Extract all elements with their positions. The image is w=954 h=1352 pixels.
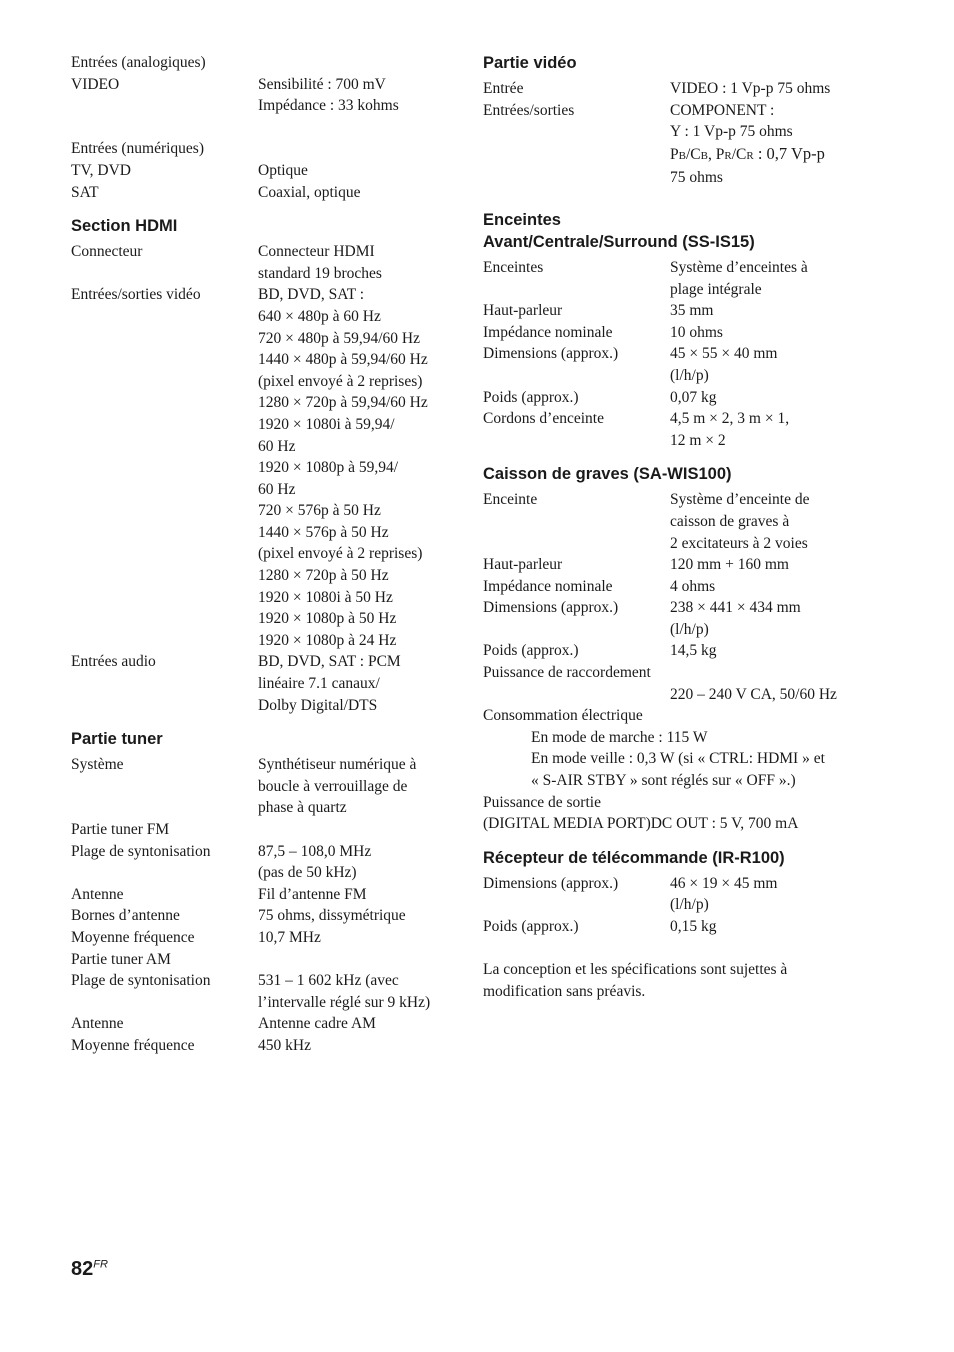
- spec-value: Coaxial, optique: [258, 183, 361, 201]
- spec-value-line: 1440 × 576p à 50 Hz: [258, 523, 389, 541]
- output-power-label: Puissance de sortie: [483, 793, 601, 811]
- spec-key: Moyenne fréquence: [71, 1036, 195, 1054]
- spec-row-sub-impedance: [483, 576, 873, 598]
- spec-value: 4 ohms: [670, 577, 716, 595]
- spec-value-line: 640 × 480p à 60 Hz: [258, 307, 381, 325]
- spec-row-tv-dvd: [71, 160, 456, 182]
- spec-value-line: Dolby Digital/DTS: [258, 696, 378, 714]
- spec-value: 10,7 MHz: [258, 928, 321, 946]
- spacer: [71, 117, 456, 139]
- spec-key: Système: [71, 756, 124, 774]
- power-standby-mode-2: « S-AIR STBY » sont réglés sur « OFF ».): [531, 772, 796, 790]
- spec-value: [258, 754, 456, 819]
- spec-value: 14,5 kg: [670, 642, 717, 660]
- spec-key: Enceinte: [483, 491, 538, 509]
- spec-value-line: (pixel envoyé à 2 reprises): [258, 372, 423, 390]
- spec-value: [670, 489, 873, 554]
- spec-value: [670, 343, 873, 386]
- spec-key: Cordons d’enceinte: [483, 410, 604, 428]
- spec-key: Haut-parleur: [483, 556, 563, 574]
- spec-value-line: 1280 × 720p à 59,94/60 Hz: [258, 394, 428, 412]
- spec-value: 120 mm + 160 mm: [670, 556, 789, 574]
- spec-key: VIDEO: [71, 75, 120, 93]
- fm-tuner-label: Partie tuner FM: [71, 821, 170, 838]
- spec-row-sub-speaker: [483, 489, 873, 554]
- spec-value-line: 60 Hz: [258, 480, 296, 498]
- spec-row-audio-in: [71, 651, 456, 716]
- section-heading-block: [483, 463, 873, 485]
- spec-key: Impédance nominale: [483, 323, 613, 341]
- section-heading-speakers-2: Avant/Centrale/Surround (SS-IS15): [483, 232, 755, 251]
- spec-key: Connecteur: [71, 243, 143, 261]
- spec-row-sub-dimensions: [483, 597, 873, 640]
- spec-value-line: standard 19 broches: [258, 264, 382, 282]
- spec-value-line: Impédance : 33 kohms: [258, 97, 399, 115]
- spec-value-line: 75 ohms: [670, 169, 723, 187]
- text-run: P: [670, 145, 679, 163]
- section-heading-tuner: Partie tuner: [71, 730, 163, 749]
- spec-value-line: 2 excitateurs à 2 voies: [670, 534, 808, 552]
- spec-value: [258, 241, 456, 284]
- spec-value: [670, 408, 873, 451]
- text-run: R: [724, 149, 732, 162]
- spec-key: SAT: [71, 183, 99, 201]
- spec-row-fm-antenna: [71, 884, 456, 906]
- spec-row-sub-driver: [483, 554, 873, 576]
- spec-value: VIDEO : 1 Vp-p 75 ohms: [670, 80, 831, 97]
- spec-value-line: l’intervalle réglé sur 9 kHz): [258, 993, 431, 1011]
- section-heading-block: [483, 209, 873, 253]
- spec-key: Antenne: [71, 1015, 124, 1033]
- spec-value-line-component: [670, 143, 873, 168]
- spec-value-line: Connecteur HDMI: [258, 243, 375, 261]
- spec-key: Moyenne fréquence: [71, 928, 195, 946]
- spec-value-line: 60 Hz: [258, 437, 296, 455]
- output-power-value: (DIGITAL MEDIA PORT)DC OUT : 5 V, 700 mA: [483, 815, 799, 833]
- power-requirements-value: 220 – 240 V CA, 50/60 Hz: [670, 685, 837, 703]
- spec-row-video: [71, 74, 456, 117]
- spec-row-system: [71, 754, 456, 819]
- page-language-code: FR: [93, 1258, 108, 1271]
- spec-key: Enceintes: [483, 258, 544, 276]
- spec-row-video-io: [71, 284, 456, 651]
- spec-row-fm-if: [71, 927, 456, 949]
- spec-value-line: BD, DVD, SAT : PCM: [258, 653, 401, 671]
- power-consumption-label: Consommation électrique: [483, 707, 643, 725]
- spec-key: Entrées audio: [71, 653, 156, 671]
- spec-row-ir-weight: [483, 916, 873, 938]
- spec-row-am-antenna: [71, 1013, 456, 1035]
- spec-value-line: (pas de 50 kHz): [258, 864, 357, 882]
- power-requirements-label: Puissance de raccordement: [483, 664, 651, 682]
- spec-value-line: 87,5 – 108,0 MHz: [258, 842, 372, 860]
- spec-row-am-if: [71, 1035, 456, 1057]
- spec-value: [670, 597, 873, 640]
- left-column: [71, 52, 456, 1057]
- spec-key: Entrées/sorties: [483, 101, 575, 119]
- spec-value: 75 ohms, dissymétrique: [258, 907, 406, 925]
- section-heading-block: [71, 215, 456, 237]
- spec-value-line: 1280 × 720p à 50 Hz: [258, 567, 389, 585]
- spec-value: [670, 873, 873, 916]
- disclaimer-line-1: La conception et les spécifications sont sujettes à: [483, 961, 788, 979]
- spec-value-line: (l/h/p): [670, 620, 709, 638]
- page-number-value: 82: [71, 1258, 94, 1280]
- spec-value: [670, 100, 873, 189]
- spec-value: 0,07 kg: [670, 388, 717, 406]
- spec-value-line: 1920 × 1080p à 24 Hz: [258, 631, 397, 649]
- spec-value: [670, 257, 873, 300]
- spec-value-line: (pixel envoyé à 2 reprises): [258, 545, 423, 563]
- spec-value-line: 12 m × 2: [670, 431, 726, 449]
- spec-value-line: 1920 × 1080p à 50 Hz: [258, 610, 397, 628]
- spec-value-line: 46 × 19 × 45 mm: [670, 874, 778, 892]
- spec-value-line: 1920 × 1080i à 59,94/: [258, 415, 395, 433]
- section-heading-speakers-1: Enceintes: [483, 210, 561, 229]
- spec-value-line: (l/h/p): [670, 366, 709, 384]
- spec-value: [258, 841, 456, 884]
- spec-row-sub-weight: [483, 640, 873, 662]
- spec-key: Haut-parleur: [483, 302, 563, 320]
- spec-row-ir-dimensions: [483, 873, 873, 916]
- spec-value: 10 ohms: [670, 323, 723, 341]
- spec-value-line: Synthétiseur numérique à: [258, 756, 417, 774]
- page-number: [71, 1258, 108, 1281]
- analog-inputs-label: Entrées (analogiques): [71, 54, 206, 71]
- spec-value-line: 4,5 m × 2, 3 m × 1,: [670, 410, 790, 428]
- spec-key: Plage de syntonisation: [71, 972, 211, 990]
- spec-value: Optique: [258, 161, 308, 179]
- spec-value-line: Système d’enceinte de: [670, 491, 810, 509]
- spec-row-sat: [71, 182, 456, 204]
- section-heading-block: [71, 728, 456, 750]
- am-tuner-label: Partie tuner AM: [71, 950, 171, 968]
- power-on-mode: En mode de marche : 115 W: [531, 728, 708, 746]
- digital-inputs-label: Entrées (numériques): [71, 140, 204, 158]
- disclaimer-line-2: modification sans préavis.: [483, 982, 646, 1000]
- spec-row-spk-cords: [483, 408, 873, 451]
- power-standby-mode-1: En mode veille : 0,3 W (si « CTRL: HDMI » et: [531, 750, 825, 768]
- section-heading-subwoofer: Caisson de graves (SA-WIS100): [483, 465, 732, 484]
- spec-value-line: 720 × 480p à 59,94/60 Hz: [258, 329, 421, 347]
- spec-row-fm-terminals: [71, 905, 456, 927]
- spec-key: Antenne: [71, 885, 124, 903]
- spec-value: [258, 970, 456, 1013]
- spec-row-spk-dimensions: [483, 343, 873, 386]
- text-run: /C: [731, 145, 747, 163]
- spec-value: [258, 284, 456, 651]
- spec-key: TV, DVD: [71, 161, 131, 179]
- spec-value: 35 mm: [670, 302, 714, 320]
- spec-row-video-in: [483, 78, 873, 100]
- text-run: , P: [707, 145, 725, 163]
- spec-value: 450 kHz: [258, 1036, 311, 1054]
- spec-key: Entrée: [483, 80, 524, 97]
- spec-value: 0,15 kg: [670, 918, 717, 935]
- spec-value-line: (l/h/p): [670, 896, 709, 914]
- spec-value-line: 720 × 576p à 50 Hz: [258, 502, 381, 520]
- spec-key: Plage de syntonisation: [71, 842, 211, 860]
- section-heading-hdmi: Section HDMI: [71, 217, 178, 236]
- spec-row-spk-impedance: [483, 322, 873, 344]
- spec-value-line: plage intégrale: [670, 280, 762, 298]
- spec-row-am-range: [71, 970, 456, 1013]
- spec-row-fm-range: [71, 841, 456, 884]
- spec-key: Poids (approx.): [483, 918, 579, 935]
- spec-row-spk-driver: [483, 300, 873, 322]
- spec-value-line: 1920 × 1080i à 50 Hz: [258, 588, 393, 606]
- spec-value: [258, 74, 456, 117]
- text-run: : 0,7 Vp-p: [753, 143, 825, 163]
- text-run: R: [746, 149, 754, 162]
- text-run: /C: [685, 145, 701, 163]
- text-run: B: [700, 149, 708, 162]
- spec-row-speakers: [483, 257, 873, 300]
- spec-key: Dimensions (approx.): [483, 874, 619, 892]
- spec-value: Antenne cadre AM: [258, 1015, 376, 1033]
- spec-value-line: Système d’enceintes à: [670, 258, 808, 276]
- spec-key: Dimensions (approx.): [483, 599, 619, 617]
- spacer: [483, 938, 873, 960]
- spec-value-line: boucle à verrouillage de: [258, 777, 408, 795]
- spec-value: [258, 651, 456, 716]
- spec-value-line: Sensibilité : 700 mV: [258, 75, 386, 93]
- spec-key: Impédance nominale: [483, 577, 613, 595]
- spec-value-line: 238 × 441 × 434 mm: [670, 599, 801, 617]
- spec-value-line: COMPONENT :: [670, 101, 775, 119]
- spec-key: Dimensions (approx.): [483, 345, 619, 363]
- section-heading-video: Partie vidéo: [483, 54, 577, 72]
- spec-key: Bornes d’antenne: [71, 907, 180, 925]
- section-heading-block: [483, 847, 873, 869]
- spec-value-line: linéaire 7.1 canaux/: [258, 675, 380, 693]
- spec-value-line: 1440 × 480p à 59,94/60 Hz: [258, 351, 428, 369]
- spec-row-spk-weight: [483, 387, 873, 409]
- spec-value-line: Y : 1 Vp-p 75 ohms: [670, 123, 793, 141]
- spec-value-line: BD, DVD, SAT :: [258, 286, 365, 304]
- spec-key: Poids (approx.): [483, 642, 579, 660]
- spec-row-connector: [71, 241, 456, 284]
- section-heading-ir-receiver: Récepteur de télécommande (IR-R100): [483, 848, 785, 867]
- spec-value-line: caisson de graves à: [670, 512, 790, 530]
- spec-value-line: 1920 × 1080p à 59,94/: [258, 459, 399, 477]
- spec-value-line: 45 × 55 × 40 mm: [670, 345, 778, 363]
- right-column: [483, 52, 873, 1002]
- spec-key: Poids (approx.): [483, 388, 579, 406]
- text-run: B: [678, 149, 686, 162]
- spec-value-line: phase à quartz: [258, 799, 347, 817]
- spec-value: Fil d’antenne FM: [258, 885, 367, 903]
- spec-key: Entrées/sorties vidéo: [71, 286, 201, 304]
- spec-row-video-io: [483, 100, 873, 189]
- spec-value-line: 531 – 1 602 kHz (avec: [258, 972, 399, 990]
